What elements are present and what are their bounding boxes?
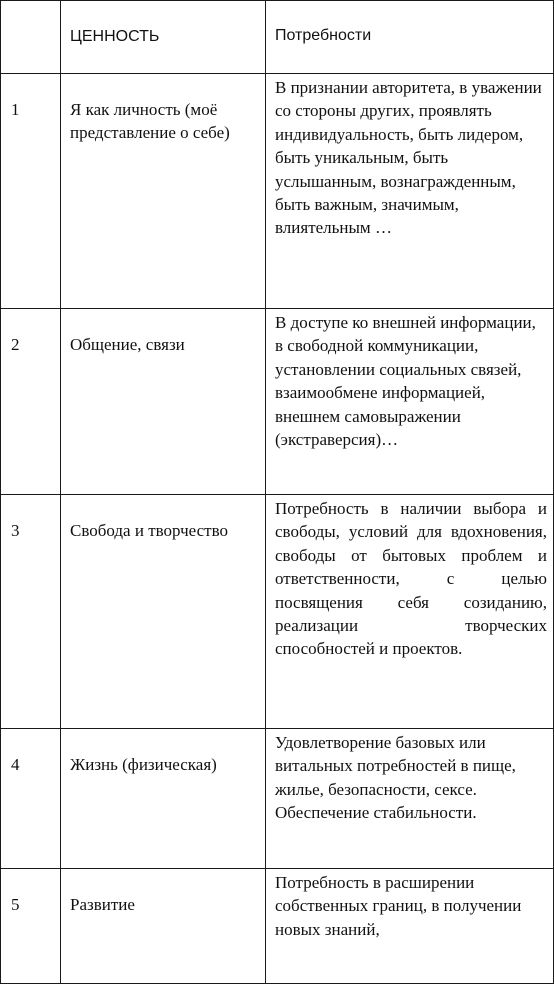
- row-needs: В доступе ко внешней информации, в свободной коммуникации, установлении социальных связей, взаимообмене информацией, внешнем самовыражении (экстраверсия)…: [266, 309, 554, 495]
- row-value: Общение, связи: [61, 309, 266, 495]
- row-number: 3: [1, 495, 61, 729]
- row-needs: Потребность в наличии выбора и свободы, условий для вдохновения, свободы от бытовых проблем и ответственности, с целью посвящения себя созиданию, реализации творческих способностей и проектов.: [266, 495, 554, 729]
- header-value-cell: ЦЕННОСТЬ: [61, 1, 266, 74]
- row-value: Жизнь (физическая): [61, 729, 266, 869]
- table-row: [1, 729, 554, 869]
- row-value: Развитие: [61, 869, 266, 984]
- row-value: Свобода и творчество: [61, 495, 266, 729]
- header-number-cell: [1, 1, 61, 74]
- row-number: 1: [1, 74, 61, 309]
- row-number: 5: [1, 869, 61, 984]
- header-needs-cell: Потребности: [266, 1, 554, 74]
- table-row: [1, 869, 554, 984]
- row-number: 2: [1, 309, 61, 495]
- row-needs: Удовлетворение базовых или витальных потребностей в пище, жилье, безопасности, сексе. Обеспечение стабильности.: [266, 729, 554, 869]
- row-value: Я как личность (моё представление о себе): [61, 74, 266, 309]
- row-needs: В признании авторитета, в уважении со стороны других, проявлять индивидуальность, быть лидером, быть уникальным, быть услышанным, вознагражденным, быть важным, значимым, влиятельным …: [266, 74, 554, 309]
- row-number: 4: [1, 729, 61, 869]
- row-needs: Потребность в расширении собственных границ, в получении новых знаний,: [266, 869, 554, 984]
- table-row: [1, 495, 554, 729]
- table-row: [1, 309, 554, 495]
- table-header-row: [1, 1, 554, 74]
- table-row: [1, 74, 554, 309]
